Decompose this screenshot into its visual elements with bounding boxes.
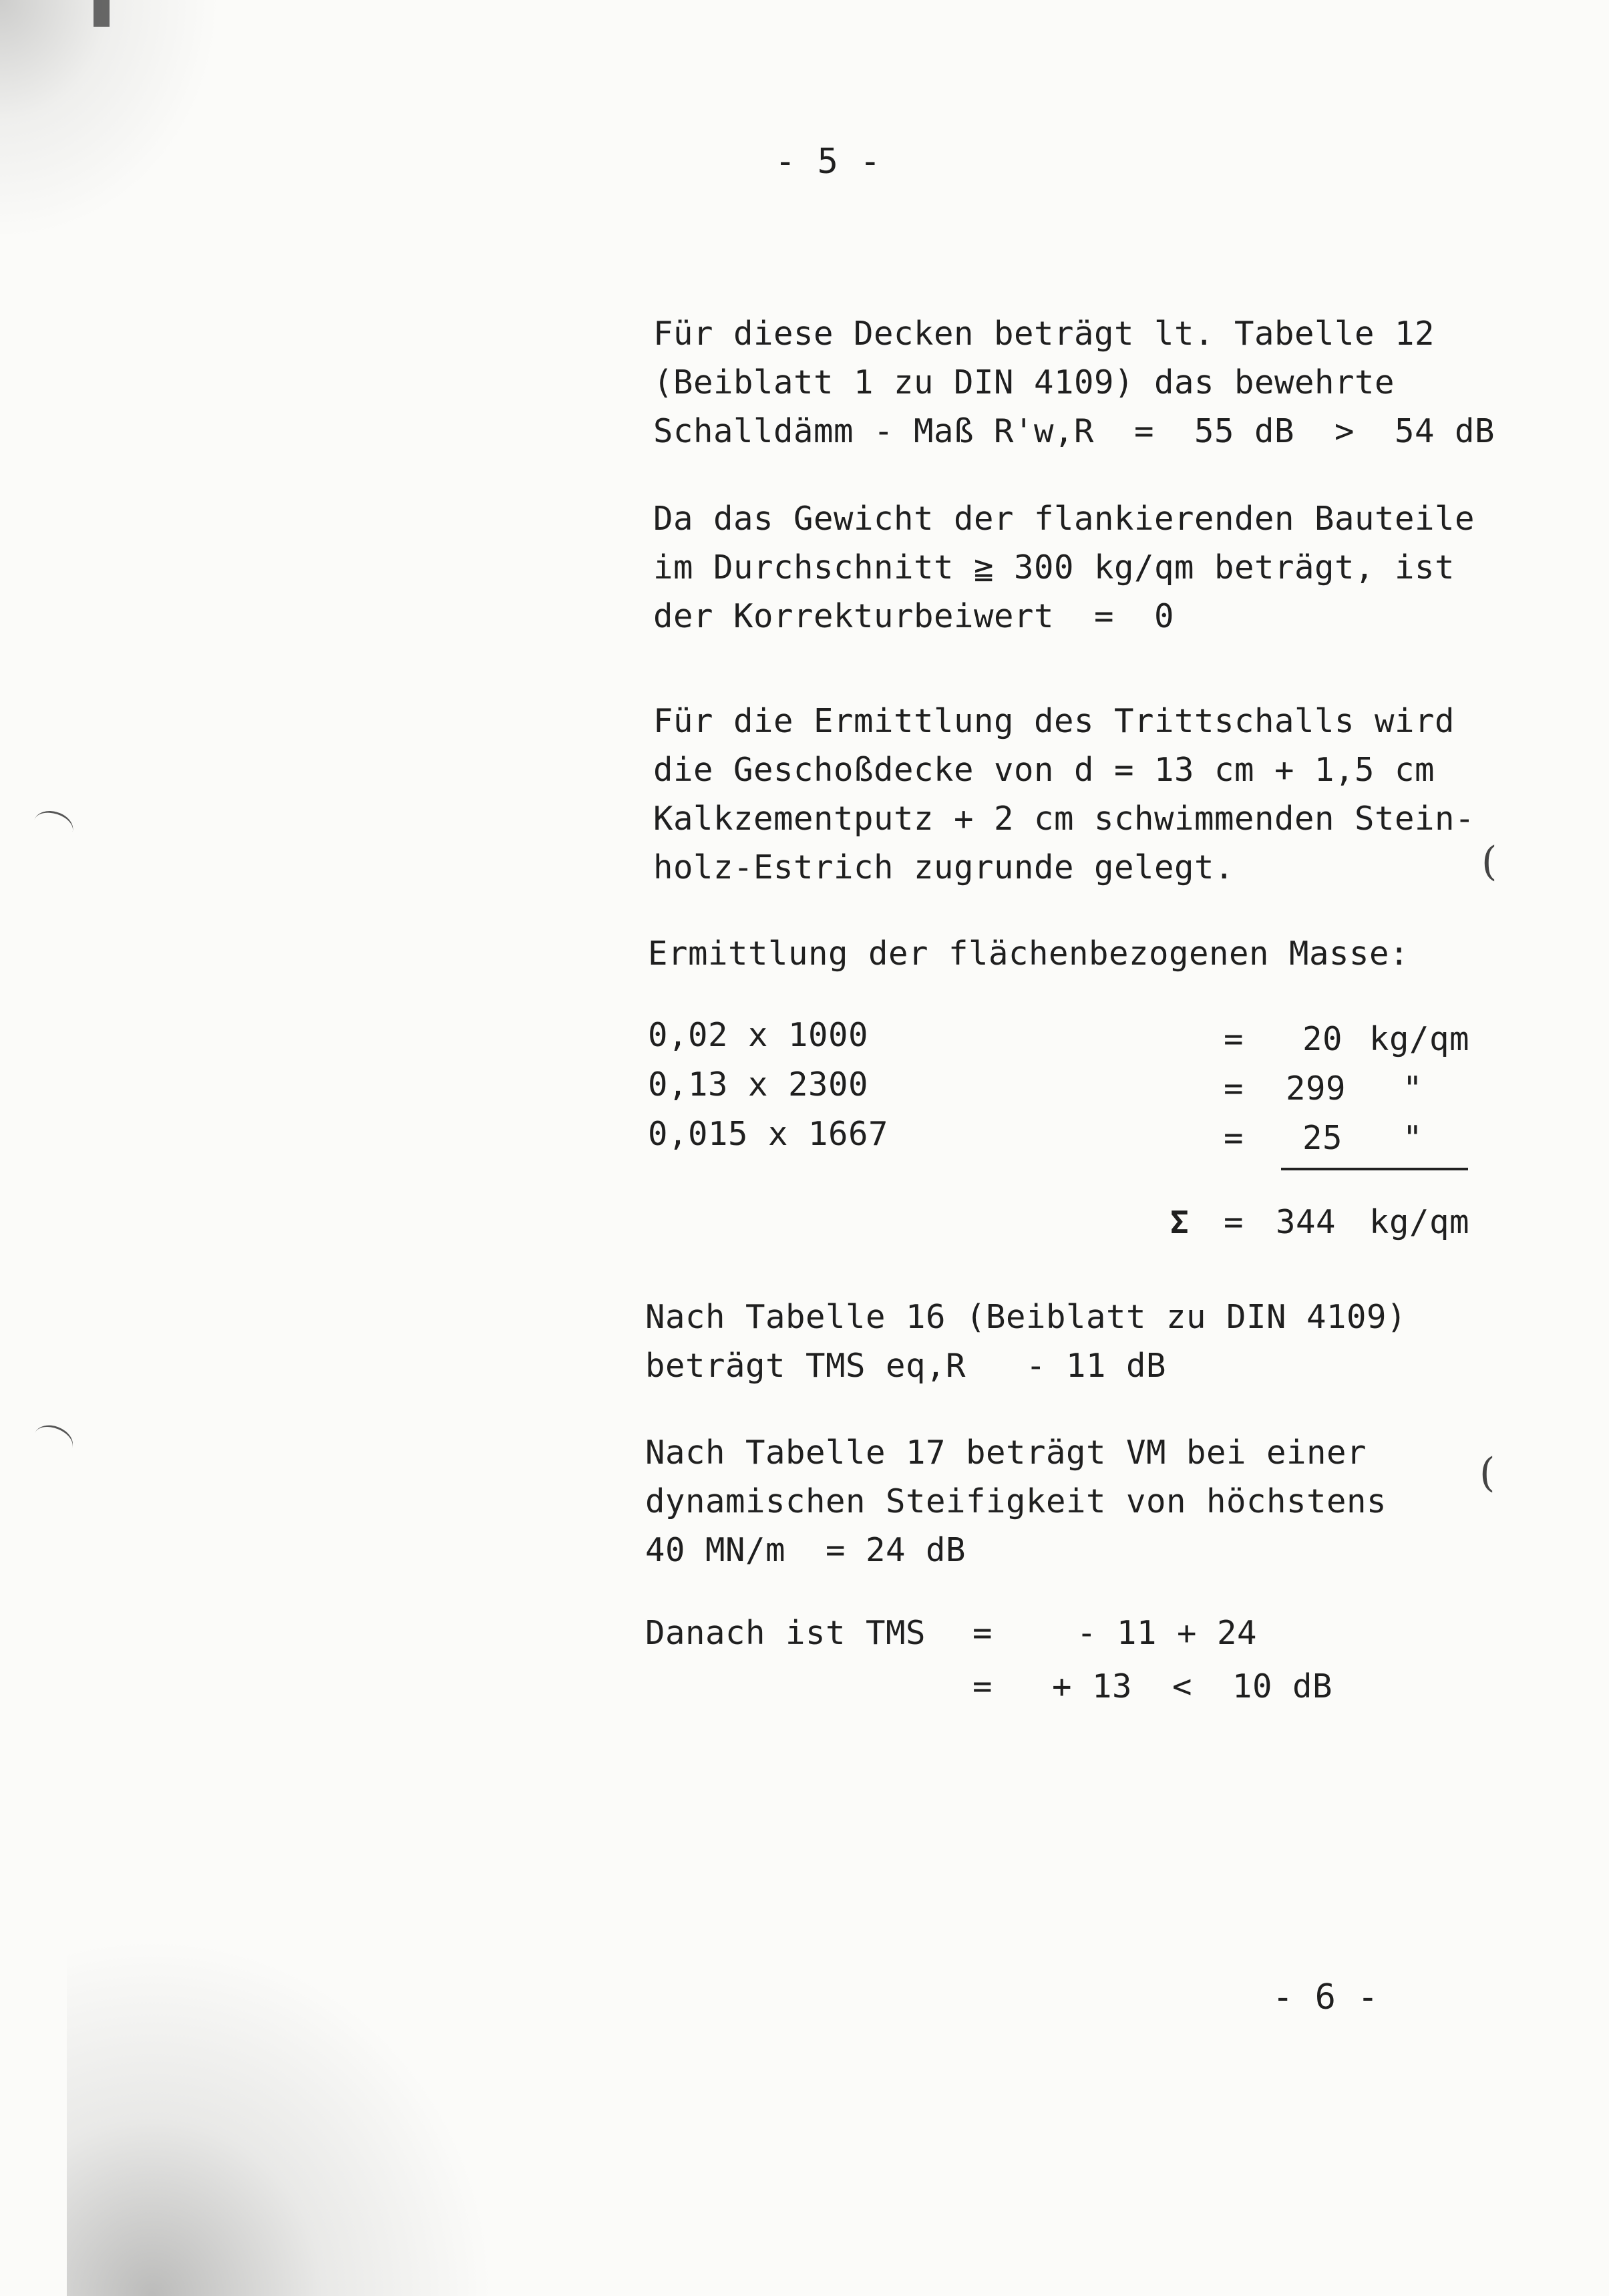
para1-line-1: Für diese Decken beträgt lt. Tabelle 12 bbox=[653, 315, 1435, 353]
para4-line-1: Nach Tabelle 16 (Beiblatt zu DIN 4109) bbox=[645, 1298, 1407, 1336]
sum-unit: kg/qm bbox=[1369, 1203, 1470, 1241]
mass-unit: " bbox=[1403, 1119, 1423, 1157]
scan-noise-bottom-left bbox=[67, 1937, 494, 2296]
mass-eq: = bbox=[1224, 1020, 1244, 1058]
result-label: Danach ist TMS bbox=[645, 1614, 926, 1652]
mass-expr: 0,13 x 2300 bbox=[648, 1065, 869, 1104]
mass-value: 299 bbox=[1286, 1070, 1347, 1108]
para5-line-1: Nach Tabelle 17 beträgt VM bei einer bbox=[645, 1434, 1367, 1472]
mass-heading: Ermittlung der flächenbezogenen Masse: bbox=[648, 935, 1410, 973]
mass-expr: 0,015 x 1667 bbox=[648, 1115, 889, 1153]
mass-value: 20 bbox=[1302, 1020, 1343, 1058]
margin-mark bbox=[30, 806, 77, 846]
para2-line-2: im Durchschnitt ≧ 300 kg/qm beträgt, ist bbox=[653, 548, 1455, 587]
para2-line-1: Da das Gewicht der flankierenden Bauteile bbox=[653, 500, 1475, 538]
result-expr-1: - 11 + 24 bbox=[1077, 1614, 1258, 1652]
result-expr-2: + 13 < 10 dB bbox=[1052, 1667, 1333, 1705]
margin-mark bbox=[29, 1420, 77, 1461]
next-page-number: - 6 - bbox=[1272, 1977, 1379, 2017]
para1-line-2: (Beiblatt 1 zu DIN 4109) das bewehrte bbox=[653, 363, 1395, 401]
scan-edge-mark bbox=[94, 0, 110, 27]
mass-eq: = bbox=[1224, 1119, 1244, 1157]
result-eq-2: = bbox=[972, 1667, 993, 1705]
para1-line-3: Schalldämm - Maß R'w,R = 55 dB > 54 dB bbox=[653, 412, 1495, 450]
sum-value: 344 bbox=[1276, 1203, 1336, 1241]
margin-paren-mark: ( bbox=[1479, 1450, 1495, 1496]
para5-line-3: 40 MN/m = 24 dB bbox=[645, 1531, 966, 1569]
para5-line-2: dynamischen Steifigkeit von höchstens bbox=[645, 1482, 1387, 1520]
mass-unit: kg/qm bbox=[1369, 1020, 1470, 1058]
sum-eq: = bbox=[1224, 1203, 1244, 1241]
para2-line-3: der Korrekturbeiwert = 0 bbox=[653, 597, 1175, 635]
mass-unit: " bbox=[1403, 1070, 1423, 1108]
mass-eq: = bbox=[1224, 1070, 1244, 1108]
para3-line-4: holz-Estrich zugrunde gelegt. bbox=[653, 848, 1235, 886]
mass-expr: 0,02 x 1000 bbox=[648, 1016, 869, 1054]
para3-line-2: die Geschoßdecke von d = 13 cm + 1,5 cm bbox=[653, 751, 1435, 789]
margin-paren-mark: ( bbox=[1481, 838, 1497, 885]
scan-noise-top-left bbox=[0, 0, 220, 240]
para3-line-3: Kalkzementputz + 2 cm schwimmenden Stein- bbox=[653, 800, 1475, 838]
sum-rule bbox=[1281, 1168, 1468, 1170]
page-number: - 5 - bbox=[775, 142, 882, 182]
result-eq-1: = bbox=[972, 1614, 993, 1652]
para4-line-2: beträgt TMS eq,R - 11 dB bbox=[645, 1347, 1167, 1385]
para3-line-1: Für die Ermittlung des Trittschalls wird bbox=[653, 702, 1455, 740]
mass-value: 25 bbox=[1302, 1119, 1343, 1157]
sum-symbol: Σ bbox=[1170, 1204, 1189, 1241]
